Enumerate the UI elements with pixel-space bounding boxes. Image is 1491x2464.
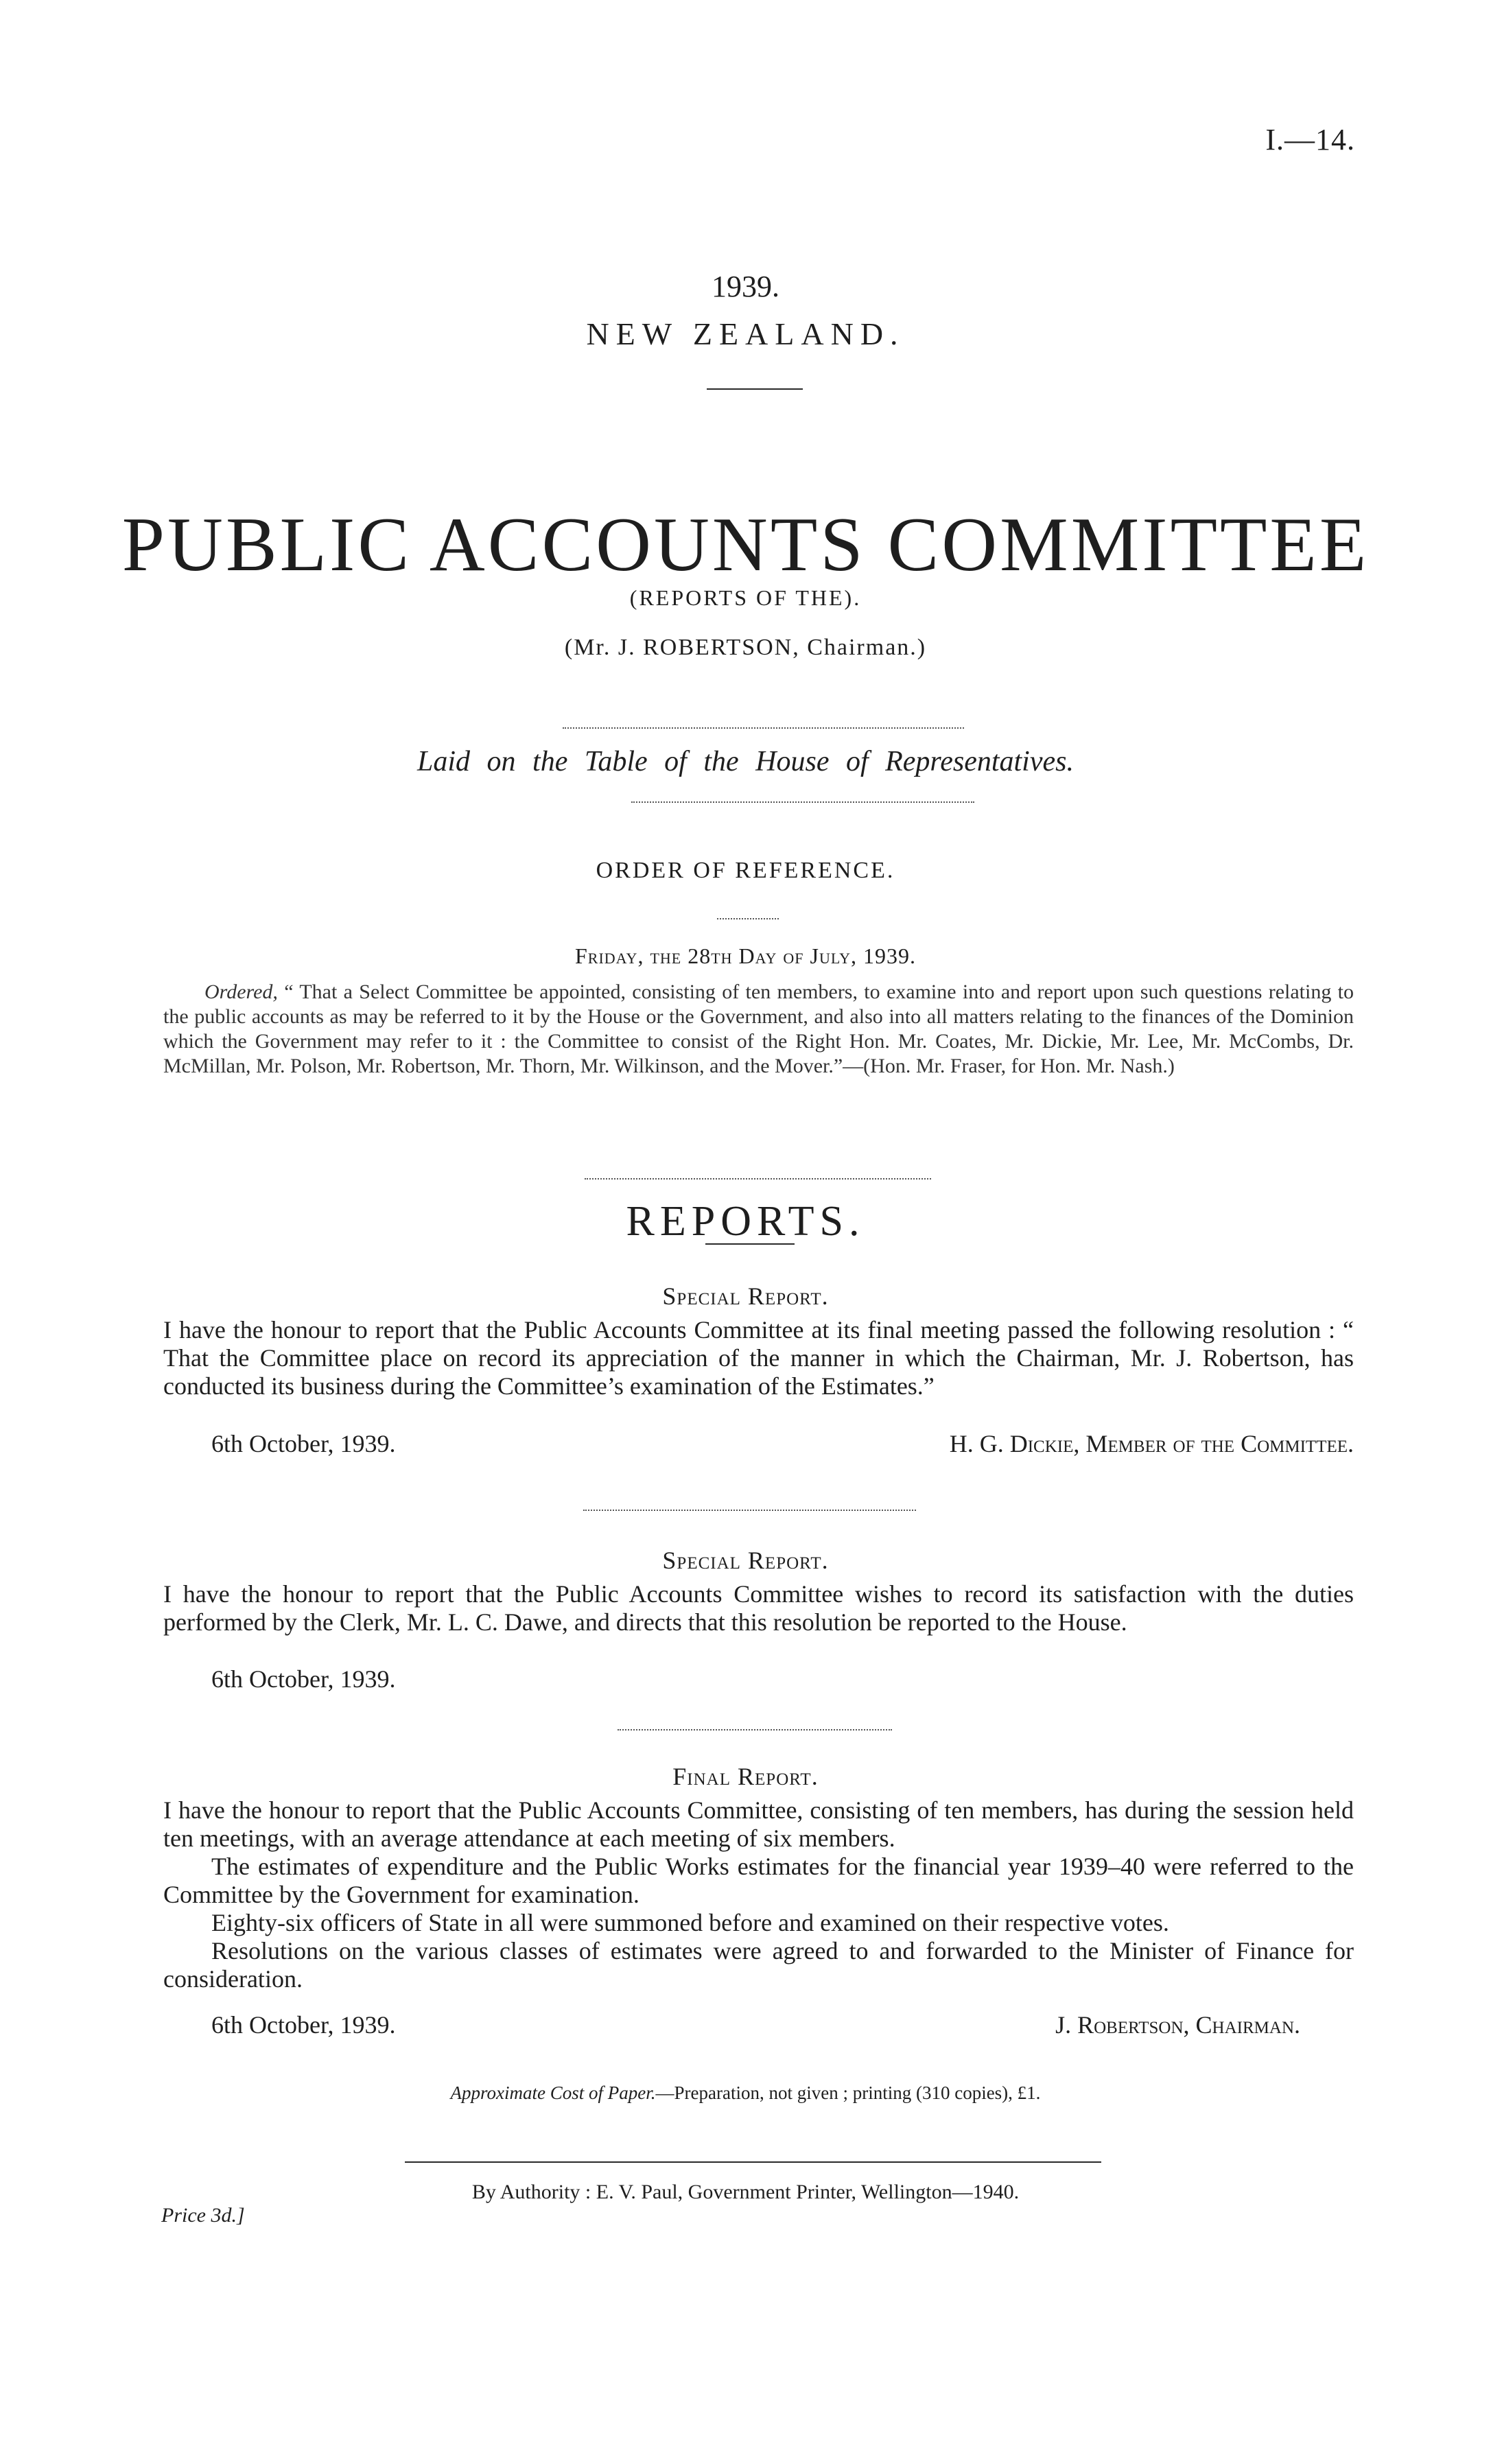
final-report-paragraph: Resolutions on the various classes of estimates were agreed to and forwarded to the Minister of Finance for consideration. bbox=[163, 1937, 1354, 1993]
cost-note bbox=[0, 2082, 1491, 2104]
special-report-2-date: 6th October, 1939. bbox=[211, 1665, 396, 1693]
divider bbox=[631, 801, 974, 803]
final-report-text bbox=[163, 1796, 1354, 1993]
divider bbox=[585, 1178, 931, 1180]
final-report-paragraph: I have the honour to report that the Public Accounts Committee, consisting of ten members, has during the session held ten meetings, with an average attendance at each meeting of six members. bbox=[163, 1796, 1354, 1852]
year: 1939. bbox=[712, 270, 779, 303]
order-body: “ That a Select Committee be appointed, consisting of ten members, to examine into and report upon such questions relating to the public accounts as may be referred to it by the House or the Government, and also into all matters relating to the finances of the Dominion which the Government may refer to it : the Committee to consist of the Right Hon. Mr. Coates, Mr. Dickie, Mr. Lee, Mr. McCombs, Dr. McMillan, Mr. Polson, Mr. Robertson, Mr. Thorn, Mr. Wilkinson, and the Mover.”—(Hon. Mr. Fraser, for Hon. Mr. Nash.) bbox=[163, 981, 1354, 1077]
final-report-signature: J. Robertson, Chairman. bbox=[1055, 2011, 1300, 2039]
order-of-reference-text bbox=[163, 980, 1354, 1079]
cost-note-text: —Preparation, not given ; printing (310 copies), £1. bbox=[655, 2082, 1041, 2103]
ordered-label: Ordered, bbox=[204, 981, 278, 1003]
order-of-reference-heading: ORDER OF REFERENCE. bbox=[596, 858, 895, 883]
subtitle: (REPORTS OF THE). bbox=[629, 585, 862, 610]
divider bbox=[707, 388, 803, 390]
final-report-paragraph: The estimates of expenditure and the Public Works estimates for the financial year 1939–40 were referred to the Committee by the Government for examination. bbox=[163, 1853, 1354, 1908]
printer-imprint: By Authority : E. V. Paul, Government Printer, Wellington—1940. bbox=[471, 2181, 1020, 2203]
special-report-2-heading: Special Report. bbox=[662, 1547, 829, 1574]
divider bbox=[717, 918, 779, 919]
footer-rule bbox=[405, 2161, 1101, 2163]
divider bbox=[705, 1243, 795, 1245]
country-title: NEW ZEALAND. bbox=[586, 316, 905, 351]
laid-on-table: Laid on the Table of the House of Representatives. bbox=[417, 746, 1074, 777]
divider bbox=[563, 727, 964, 729]
order-date: Friday, the 28th Day of July, 1939. bbox=[575, 943, 916, 968]
special-report-2-text: I have the honour to report that the Public Accounts Committee wishes to record its satisfaction with the duties performed by the Clerk, Mr. L. C. Dawe, and directs that this resolution be reported to the House. bbox=[163, 1580, 1354, 1636]
document-code: I.—14. bbox=[1265, 123, 1355, 156]
special-report-1-date: 6th October, 1939. bbox=[211, 1430, 396, 1457]
divider bbox=[618, 1729, 892, 1730]
main-title: PUBLIC ACCOUNTS COMMITTEE bbox=[121, 502, 1370, 587]
special-report-1-heading: Special Report. bbox=[662, 1282, 829, 1310]
reports-heading: REPORTS. bbox=[626, 1198, 865, 1245]
special-report-1-signature: H. G. Dickie, Member of the Committee. bbox=[949, 1430, 1354, 1457]
cost-note-label: Approximate Cost of Paper. bbox=[450, 2082, 656, 2103]
final-report-paragraph: Eighty-six officers of State in all were summoned before and examined on their respective votes. bbox=[211, 1909, 1169, 1936]
special-report-1-text: I have the honour to report that the Public Accounts Committee at its final meeting passed the following resolution : “ That the Committee place on record its appreciation of the manner in which the Chairman, Mr. J. Robertson, has conducted its business during the Committee’s examination of the Estimates.” bbox=[163, 1316, 1354, 1400]
chairman-line: (Mr. J. ROBERTSON, Chairman.) bbox=[564, 635, 927, 660]
price: Price 3d.] bbox=[161, 2204, 245, 2227]
final-report-heading: Final Report. bbox=[672, 1763, 819, 1790]
divider bbox=[583, 1510, 916, 1511]
final-report-date: 6th October, 1939. bbox=[211, 2011, 396, 2039]
